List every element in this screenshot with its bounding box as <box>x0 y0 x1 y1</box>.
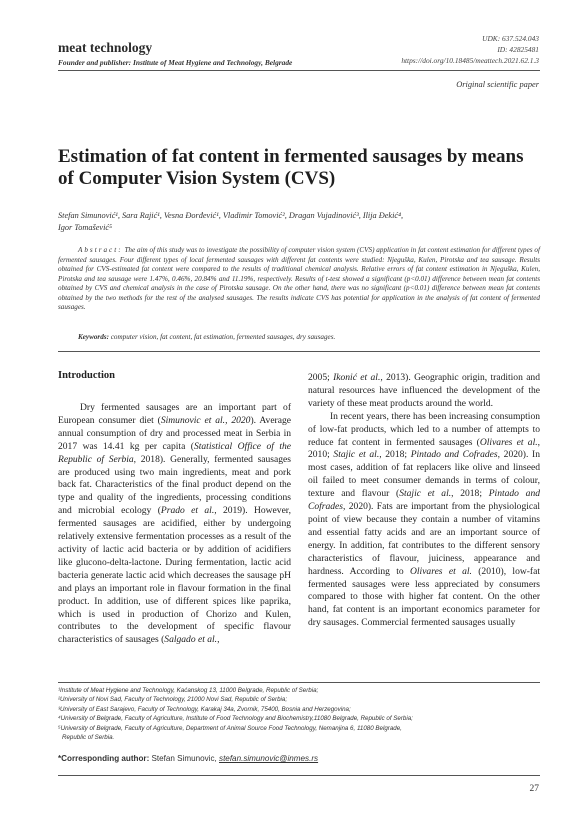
affiliation-4: ⁴University of Belgrade, Faculty of Agriculture, Institute of Food Technology and Biochemistry,11080 Belgrade, Republic of Serbia; <box>58 715 413 723</box>
abstract-label: Abstract: <box>78 246 123 254</box>
corresponding-label: *Corresponding author: <box>58 754 150 763</box>
affiliation-2: ²University of Novi Sad, Faculty of Technology, 21000 Novi Sad, Republic of Serbia; <box>58 696 288 704</box>
keywords-label: Keywords: <box>78 333 109 341</box>
article-identifiers <box>401 33 539 66</box>
article-title: Estimation of fat content in fermented sausages by means of Computer Vision System (CVS) <box>58 146 524 189</box>
bottom-divider <box>58 775 540 776</box>
section-heading-introduction: Introduction <box>58 370 115 381</box>
citation-link[interactable]: Simunovic et al., 2020 <box>160 414 251 426</box>
doi-link[interactable]: https://doi.org/10.18485/meattech.2021.62.1.3 <box>401 56 539 65</box>
citation-link[interactable]: Stajic et al. <box>333 449 380 461</box>
intro-paragraph-1: Dry fermented sausages are an important part of European consumer diet (Simunovic et al., 2020). Average annual consumption of dry and processed meat in Serbia in 2017 was 14.41 kg per capita (Statistical Office of the Republic of Serbia, 2018). Generally, fermented sausages are produced using two main ingredients, meat and pork back fat. Characteristics of the final product depend on the type and quality of the ingredients, processing conditions and microbial ecology (Prado et al., 2019). However, fermented sausages are acidified, either by undergoing relatively extensive fermentation processes as a result of the activity of lactic acid bacteria or by addition of acidifiers like glucono-delta-lactone. During fermentation, lactic acid bacteria generate lactic acid which decreases the sausage pH and plays an important role in flavour formation in the final product. In addition, use of different spices like paprika, which is used in production of Chorizo and Kulen, contributes to the development of specific flavour characteristics of sausages (Salgado et al., <box>58 402 292 646</box>
authors-line-2: Igor Tomašević⁵ <box>58 222 112 232</box>
abstract <box>58 246 540 313</box>
page-number: 27 <box>529 784 539 794</box>
journal-name: meat technology <box>58 40 153 55</box>
intro-paragraph-continued: 2005; Ikonić et al., 2013). Geographic origin, tradition and natural resources have influenced the development of the variety of these meat products around the world. <box>308 372 540 409</box>
citation-link[interactable]: Olivares et al. <box>410 565 472 577</box>
corresponding-name: Stefan Simunovic, <box>151 754 217 763</box>
affiliation-5: ⁵University of Belgrade, Faculty of Agriculture, Department of Animal Source Food Technology, Nemanjina 6, 11080 Belgrade, <box>58 724 402 732</box>
citation-link[interactable]: Salgado et al. <box>164 634 218 646</box>
abstract-divider <box>58 351 540 352</box>
authors-line-1: Stefan Simunović¹, Sara Rajić¹, Vesna Đorđević¹, Vladimir Tomović², Dragan Vujadinović³, Ilija Đekić⁴, <box>58 211 404 220</box>
paper-type: Original scientific paper <box>456 80 539 89</box>
author-list <box>58 210 540 233</box>
abstract-text: The aim of this study was to investigate the possibility of computer vision system (CVS) application in fat content estimation for different types of fermented sausages. Four different types of local fermented sausages with different fat contents were studied: Njeguška, Kulen, Pirotska and tea sausage. Results obtained for CVS-estimated fat content were compared to the results of traditional chemical analysis. Relative errors of fat content estimation in Njeguška, Kulen, Pirotska and tea sausage were 1.47%, 0.46%, 20.84% and 11.19%, respectively. Results of t-test showed a significant (p<0.01) difference between mean fat contents obtained by CVS and chemical analysis in the case of Pirotska sausage. On the other hand, there was no significant (p<0.01) difference between mean fat contents obtained by the two methods for the rest of the analysed sausages. The results indicate CVS has potential for application in the analysis of fat content of fermented sausages. <box>58 246 540 312</box>
affiliation-1: ¹Institute of Meat Hygiene and Technology, Kaćanskog 13, 11000 Belgrade, Republic of Serbia; <box>58 687 319 694</box>
publisher-line: Founder and publisher: Institute of Meat Hygiene and Technology, Belgrade <box>58 58 293 67</box>
id-code: ID: 42825481 <box>497 45 539 54</box>
footnote-divider <box>58 682 540 683</box>
udk-code: UDK: 637.524.043 <box>482 34 539 43</box>
corresponding-email-link[interactable]: stefan.simunovic@inmes.rs <box>219 754 319 763</box>
citation-link[interactable]: Pintado and Cofrades <box>410 449 498 461</box>
affiliation-5-continued: Republic of Serbia. <box>62 734 115 742</box>
citation-link[interactable]: Pintado and Cofrades <box>308 488 540 513</box>
citation-link[interactable]: Ikonić et al. <box>333 372 381 383</box>
body-column-right <box>308 372 540 630</box>
corresponding-author <box>58 754 318 763</box>
body-column-left <box>58 402 291 647</box>
citation-link[interactable]: Stajic et al. <box>399 488 452 500</box>
header-divider <box>58 70 540 71</box>
citation-link[interactable]: Olivares et al. <box>479 436 538 448</box>
citation-link[interactable]: Prado et al. <box>160 505 215 517</box>
citation-link[interactable]: Statistical Office of the Republic of Serbia <box>58 440 292 465</box>
affiliation-3: ³University of East Sarajevo, Faculty of Technology, Karakaj 34a, Zvornik, 75400, Bosnia and Herzegovina; <box>58 705 351 713</box>
keywords <box>78 333 538 341</box>
intro-paragraph-2: In recent years, there has been increasing consumption of low-fat products, which led to a number of attempts to reduce fat content in fermented sausages (Olivares et al., 2010; Stajic et al., 2018; Pintado and Cofrades, 2020). In most cases, addition of fat replacers like olive and linseed oil failed to meet consumer demands in terms of colour, texture and flavour (Stajic et al., 2018; Pintado and Cofrades, 2020). Fats are important from the physiological point of view because they contain a number of vitamins and essential fatty acids and are an important source of energy. In addition, fat contributes to the different sensory characteristics of flavour, juiciness, appearance and hardness. According to Olivares et al. (2010), low-fat fermented sausages were less appreciated by consumers compared to those with higher fat content. On the other hand, fat content is an important economics parameter for dry sausages. Commercial fermented sausages usually <box>308 410 541 629</box>
keywords-text: computer vision, fat content, fat estimation, fermented sausages, dry sausages. <box>110 333 336 341</box>
affiliation-footnotes <box>58 686 540 742</box>
